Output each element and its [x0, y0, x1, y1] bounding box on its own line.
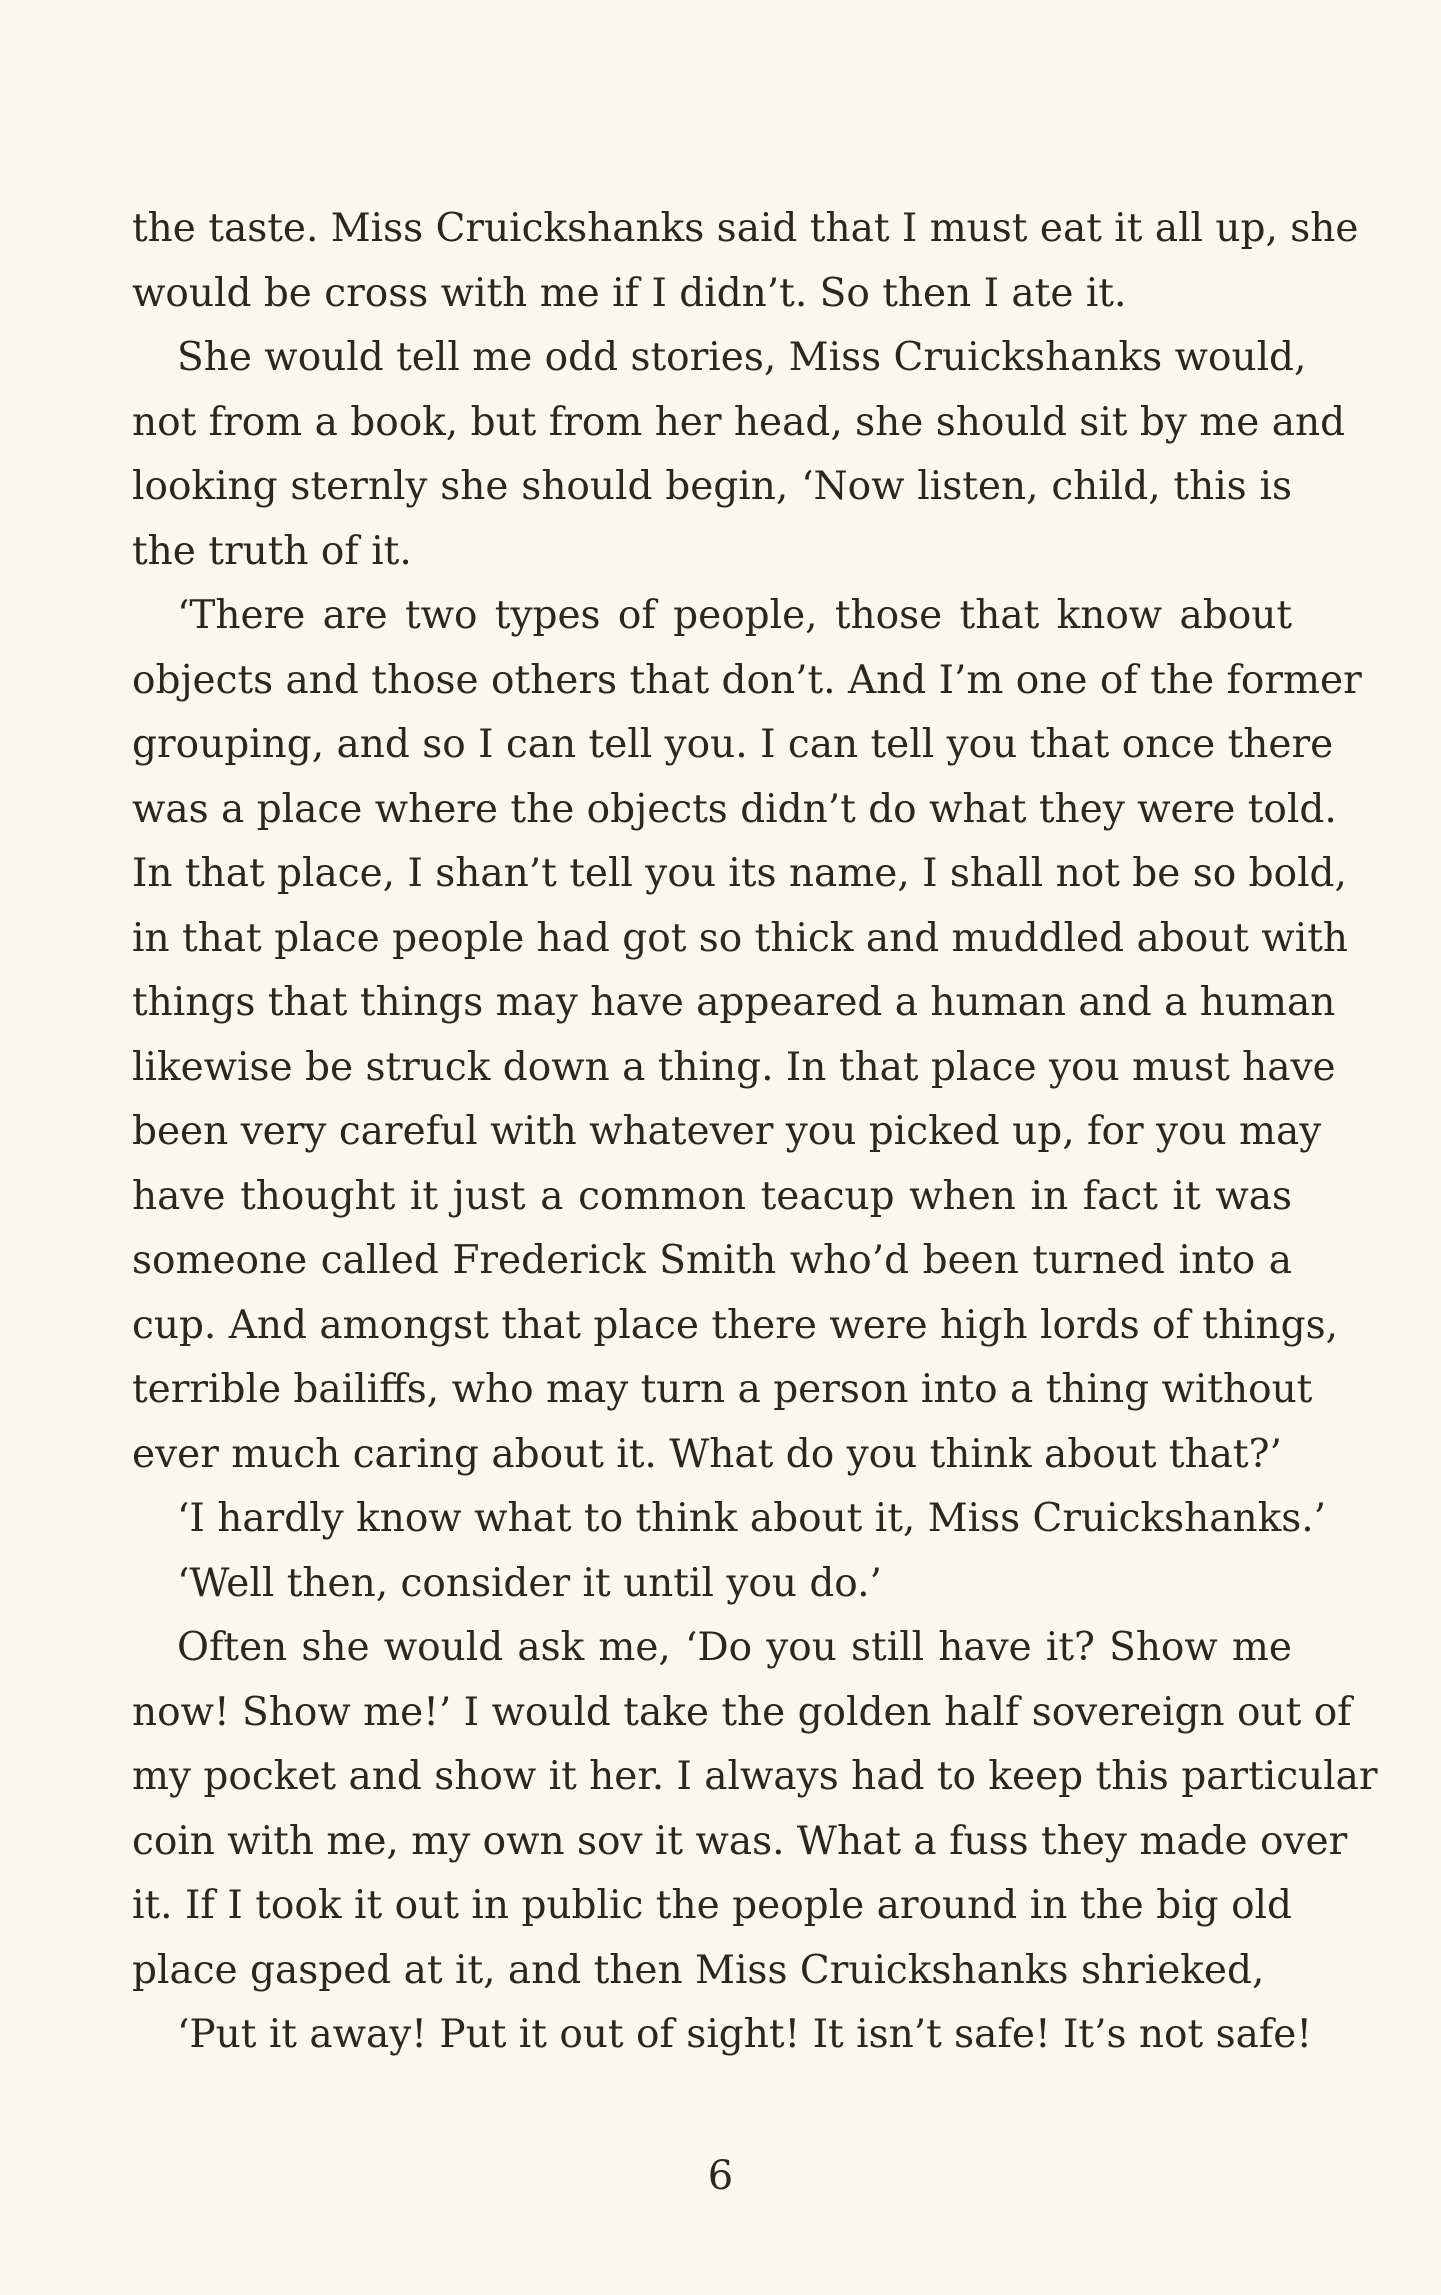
text-line: in that place people had got so thick and muddled about with [132, 915, 1349, 961]
text-line: have thought it just a common teacup when in fact it was [132, 1173, 1292, 1219]
text-line: In that place, I shan’t tell you its name, I shall not be so bold, [132, 851, 1347, 896]
text-line: my pocket and show it her. I always had to keep this particular [132, 1754, 1378, 1799]
text-line: the truth of it. [132, 528, 412, 574]
text-line: looking sternly she should begin, ‘Now listen, child, this is [132, 464, 1292, 509]
text-line: things that things may have appeared a human and a human [132, 980, 1336, 1025]
text-line: now! Show me!’ I would take the golden half sovereign out of [132, 1689, 1352, 1735]
text-line: someone called Frederick Smith who’d been turned into a [132, 1238, 1292, 1283]
text-line: been very careful with whatever you picked up, for you may [132, 1109, 1322, 1154]
text-line: Often she would ask me, ‘Do you still have it? Show me [177, 1625, 1292, 1670]
page-number: 6 [707, 2153, 734, 2199]
text-line: likewise be struck down a thing. In that place you must have [132, 1044, 1336, 1090]
text-line: would be cross with me if I didn’t. So then I ate it. [132, 270, 1127, 316]
text-line: She would tell me odd stories, Miss Cruickshanks would, [177, 335, 1307, 380]
text-line: terrible bailiffs, who may turn a person into a thing without [132, 1367, 1313, 1412]
text-line: was a place where the objects didn’t do what they were told. [132, 786, 1337, 832]
text-line: ever much caring about it. What do you think about that?’ [132, 1431, 1282, 1477]
text-line: grouping, and so I can tell you. I can tell you that once there [132, 722, 1334, 767]
text-line: the taste. Miss Cruickshanks said that I must eat it all up, she [132, 206, 1359, 251]
text-line: ‘I hardly know what to think about it, Miss Cruickshanks.’ [177, 1496, 1327, 1541]
text-line: ‘Put it away! Put it out of sight! It isn’t safe! It’s not safe! [177, 2012, 1313, 2057]
text-line: coin with me, my own sov it was. What a fuss they made over [132, 1818, 1348, 1864]
text-line: place gasped at it, and then Miss Cruickshanks shrieked, [132, 1947, 1265, 1993]
text-line: objects and those others that don’t. And I’m one of the former [132, 657, 1362, 703]
text-line: cup. And amongst that place there were high lords of things, [132, 1302, 1339, 1348]
text-line: it. If I took it out in public the people around in the big old [132, 1883, 1292, 1928]
text-line: ‘Well then, consider it until you do.’ [177, 1560, 882, 1606]
body-text [132, 197, 1378, 2068]
text-line: ‘There are two types of people, those that know about [177, 593, 1292, 638]
text-line: not from a book, but from her head, she should sit by me and [132, 399, 1346, 445]
